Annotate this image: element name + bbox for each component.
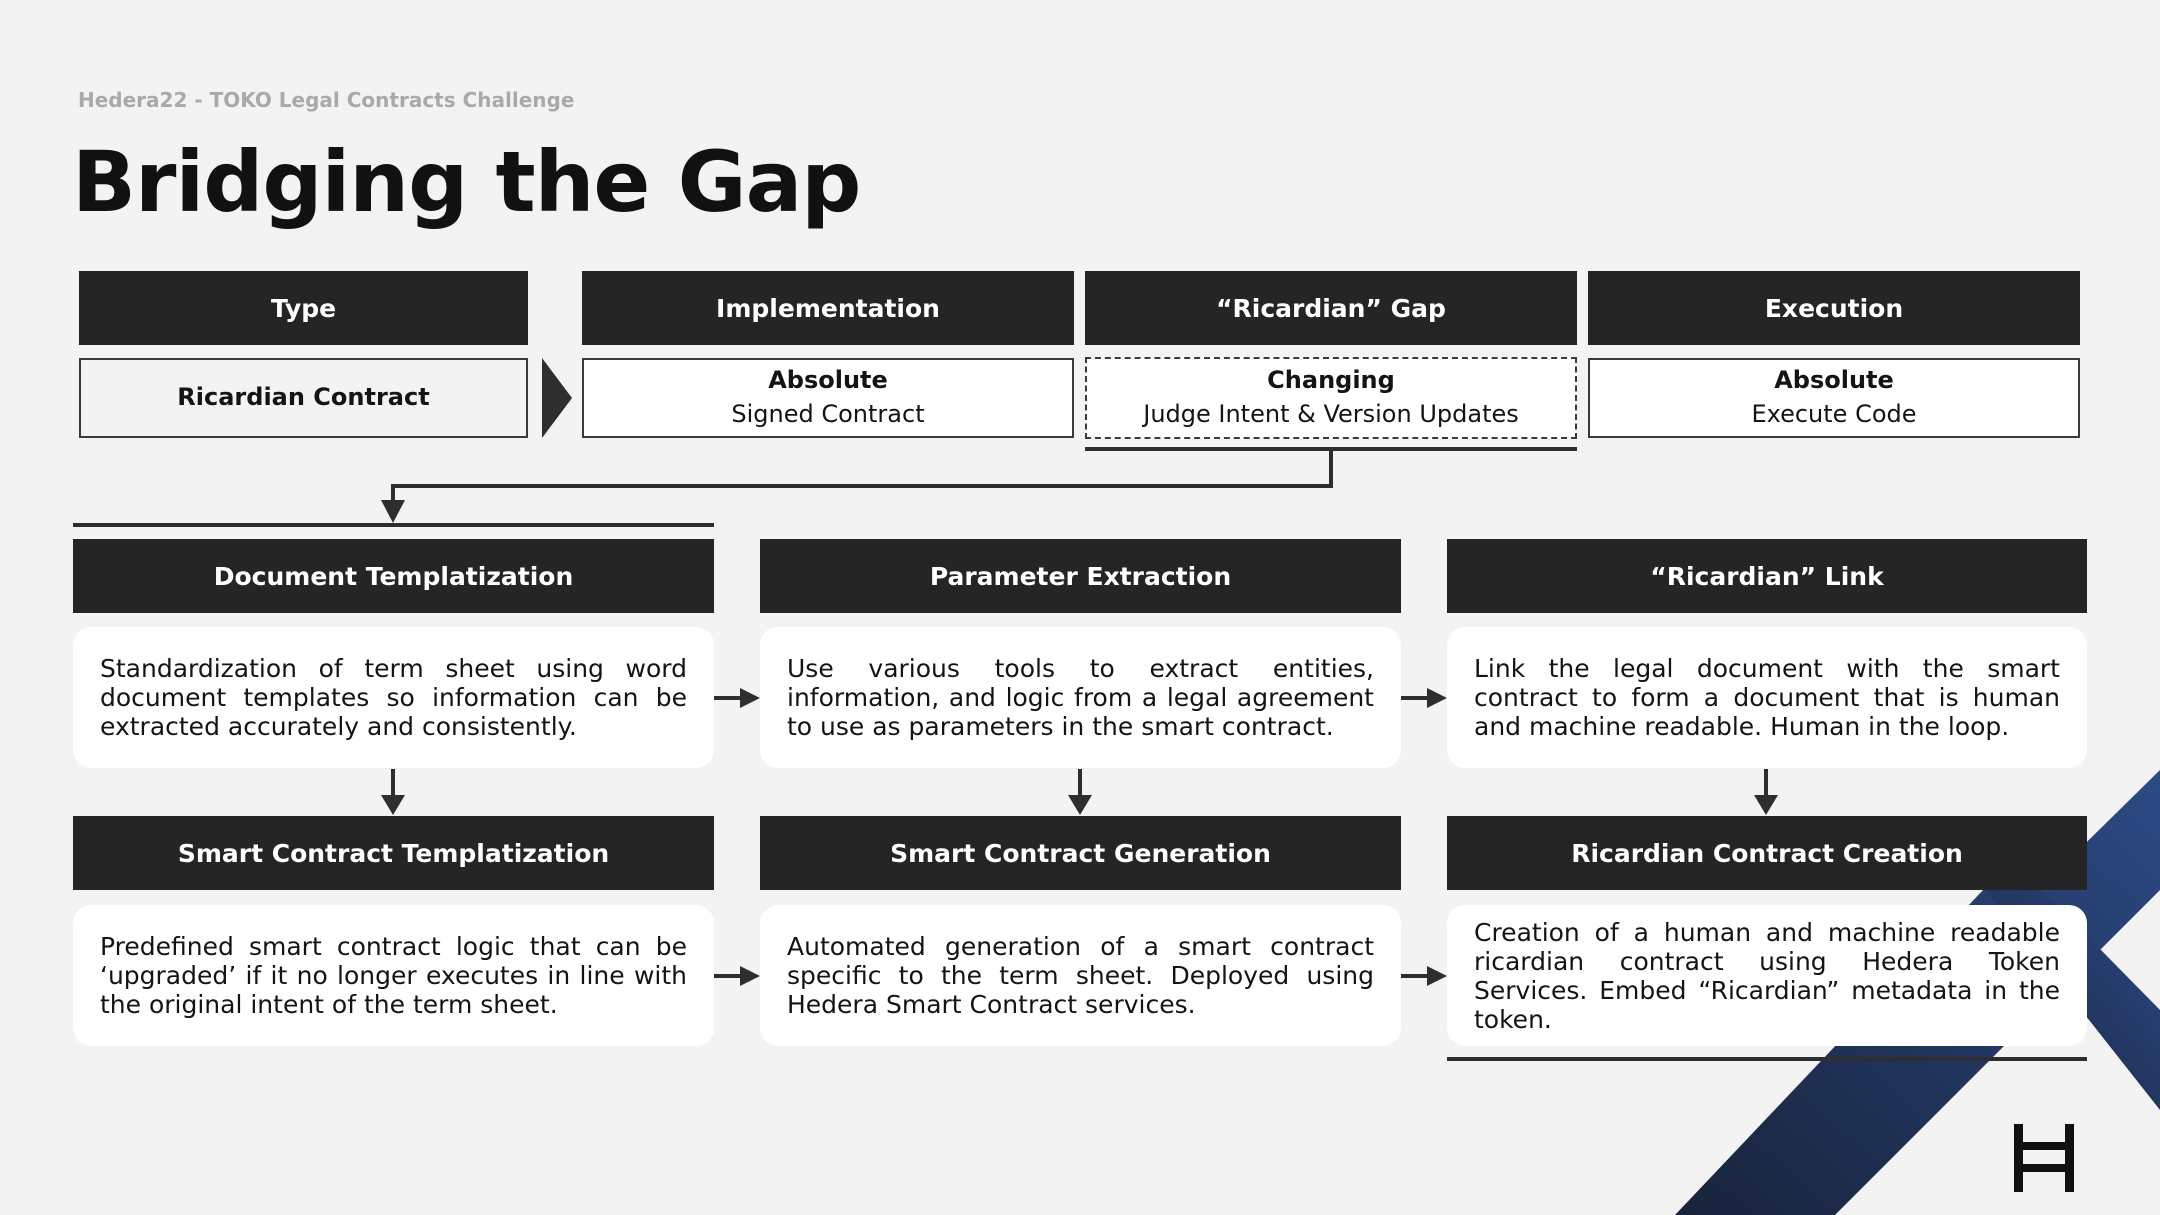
step-header-ricardian-link: “Ricardian” Link <box>1447 539 2087 613</box>
cell-implementation-detail: Signed Contract <box>731 400 925 428</box>
arrow-right-icon <box>1427 688 1447 708</box>
arrow-down-icon <box>1754 795 1778 815</box>
step-header-document-templatization: Document Templatization <box>73 539 714 613</box>
hedera-logo-icon <box>2012 1124 2076 1192</box>
step-body: Use various tools to extract entities, information, and logic from a legal agreement to use as parameters in the smart contract. <box>787 654 1374 741</box>
step-header-smart-contract-templatization: Smart Contract Templatization <box>73 816 714 890</box>
arrow-down-icon <box>381 795 405 815</box>
step-card-smart-contract-templatization <box>73 905 714 1046</box>
column-header-type: Type <box>79 271 528 345</box>
step-body: Automated generation of a smart contract specific to the term sheet. Deployed using Hedera Smart Contract services. <box>787 932 1374 1019</box>
column-header-ricardian-gap: “Ricardian” Gap <box>1085 271 1577 345</box>
step-header-ricardian-contract-creation: Ricardian Contract Creation <box>1447 816 2087 890</box>
column-header-implementation: Implementation <box>582 271 1074 345</box>
step-header-smart-contract-generation: Smart Contract Generation <box>760 816 1401 890</box>
cell-ricardian-gap-detail: Judge Intent & Version Updates <box>1143 400 1519 428</box>
page-title: Bridging the Gap <box>72 133 861 231</box>
arrow-right-icon <box>1427 966 1447 986</box>
arrow-down-icon <box>381 500 405 523</box>
step-card-smart-contract-generation <box>760 905 1401 1046</box>
deck-subtitle: Hedera22 - TOKO Legal Contracts Challenge <box>78 88 575 112</box>
cell-ricardian-gap-value: Changing <box>1267 366 1395 395</box>
section-rule-top <box>73 523 714 527</box>
cell-execution-value: Absolute <box>1774 366 1894 395</box>
cell-type-value: Ricardian Contract <box>177 383 430 412</box>
cell-execution-detail: Execute Code <box>1751 400 1917 428</box>
arrow-right-icon <box>740 688 760 708</box>
step-card-ricardian-link <box>1447 627 2087 768</box>
step-header-parameter-extraction: Parameter Extraction <box>760 539 1401 613</box>
step-card-ricardian-contract-creation <box>1447 905 2087 1046</box>
section-rule-bottom <box>1447 1057 2087 1061</box>
step-card-parameter-extraction <box>760 627 1401 768</box>
step-body: Creation of a human and machine readable ricardian contract using Hedera Token Services. Embed “Ricardian” metadata in the token. <box>1474 917 2060 1034</box>
step-body: Link the legal document with the smart contract to form a document that is human and machine readable. Human in the loop. <box>1474 654 2060 741</box>
cell-implementation-value: Absolute <box>768 366 888 395</box>
column-header-execution: Execution <box>1588 271 2080 345</box>
arrow-right-icon <box>740 966 760 986</box>
chevron-right-icon <box>542 358 572 438</box>
step-body: Predefined smart contract logic that can be ‘upgraded’ if it no longer executes in line with the original intent of the term sheet. <box>100 932 687 1019</box>
step-body: Standardization of term sheet using word document templates so information can be extracted accurately and consistently. <box>100 654 687 741</box>
arrow-down-icon <box>1068 795 1092 815</box>
step-card-document-templatization <box>73 627 714 768</box>
